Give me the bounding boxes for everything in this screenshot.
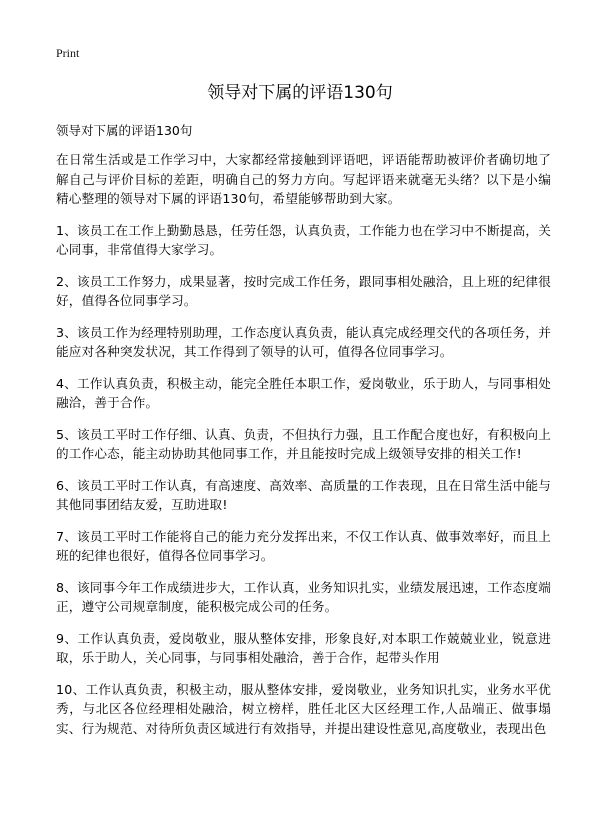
- comment-paragraph: 9、工作认真负责，爱岗敬业，服从整体安排，形象良好,对本职工作兢兢业业，锐意进取，乐于助人，关心同事，与同事相处融洽，善于合作，起带头作用: [56, 630, 551, 665]
- article-subtitle: 领导对下属的评语130句: [56, 123, 193, 138]
- comment-paragraph: 8、该同事今年工作成绩进步大，工作认真，业务知识扎实，业绩发展迅速，工作态度端正，遵守公司规章制度，能积极完成公司的任务。: [56, 579, 551, 614]
- print-link[interactable]: Print: [56, 46, 80, 60]
- intro-paragraph: 在日常生活或是工作学习中，大家都经常接触到评语吧，评语能帮助被评价者确切地了解自己与评价目标的差距，明确自己的努力方向。写起评语来就毫无头绪？以下是小编精心整理的领导对下属的评语130句，希望能够帮助到大家。: [56, 152, 551, 206]
- comment-paragraph: 6、该员工平时工作认真，有高速度、高效率、高质量的工作表现，且在日常生活中能与其他同事团结友爱，互助进取!: [56, 477, 551, 512]
- comment-paragraph: 7、该员工平时工作能将自己的能力充分发挥出来，不仅工作认真、做事效率好，而且上班的纪律也很好，值得各位同事学习。: [56, 528, 551, 563]
- comment-paragraph: 3、该员工作为经理特别助理，工作态度认真负责，能认真完成经理交代的各项任务，并能应对各种突发状况，其工作得到了领导的认可，值得各位同事学习。: [56, 324, 551, 359]
- article-body: [56, 150, 551, 750]
- page-title: 领导对下属的评语130句: [207, 83, 393, 103]
- comment-paragraph: 1、该员工在工作上勤勤恳恳，任劳任怨，认真负责，工作能力也在学习中不断提高，关心同事，非常值得大家学习。: [56, 222, 551, 257]
- comment-paragraph: 2、该员工工作努力，成果显著，按时完成工作任务，跟同事相处融洽，且上班的纪律很好，值得各位同事学习。: [56, 273, 551, 308]
- comment-paragraph: 5、该员工平时工作仔细、认真、负责，不但执行力强，且工作配合度也好，有积极向上的工作心态，能主动协助其他同事工作，并且能按时完成上级领导安排的相关工作!: [56, 426, 551, 461]
- comment-paragraph: 4、工作认真负责，积极主动，能完全胜任本职工作，爱岗敬业，乐于助人，与同事相处融洽，善于合作。: [56, 375, 551, 410]
- comment-paragraph: 10、工作认真负责，积极主动，服从整体安排，爱岗敬业，业务知识扎实，业务水平优秀，与北区各位经理相处融洽，树立榜样，胜任北区大区经理工作,人品端正、做事塌实、行为规范、对待所负责区域进行有效指导，并提出建设性意见,高度敬业，表现出色: [56, 681, 551, 736]
